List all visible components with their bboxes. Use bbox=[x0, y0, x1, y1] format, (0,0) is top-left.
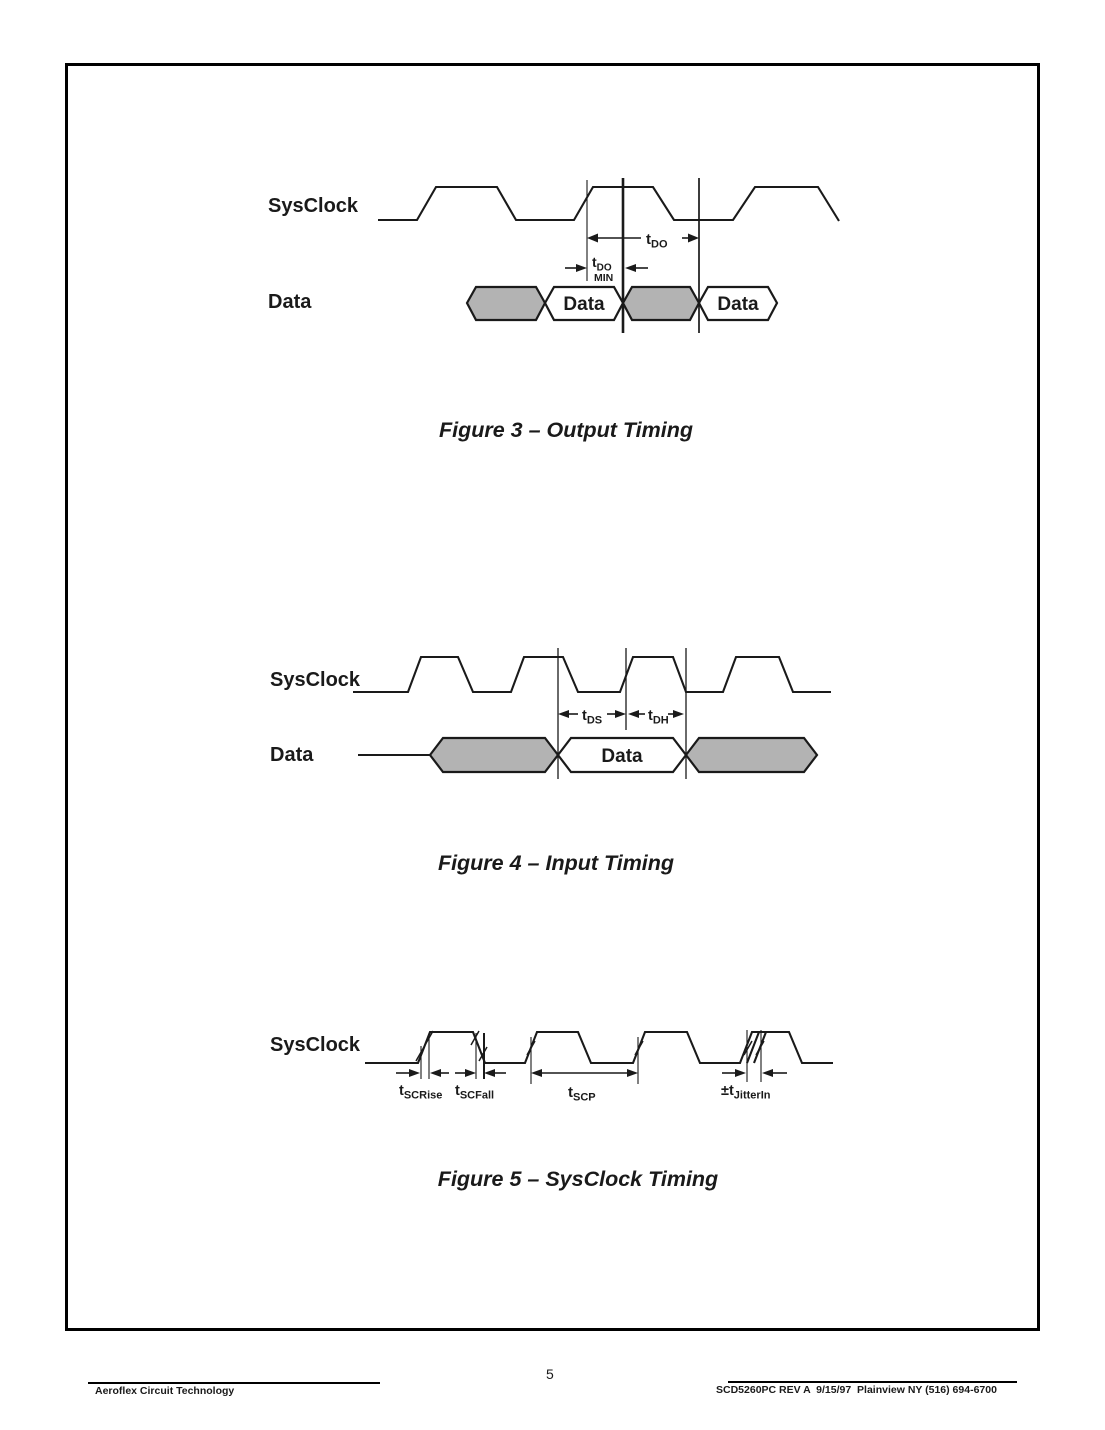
figure3-bus-segment-invalid-2 bbox=[623, 287, 699, 320]
tdh-label: $t_{DH}$ bbox=[648, 708, 669, 727]
jitter-arrowhead-left bbox=[735, 1069, 746, 1077]
tdo-min-arrowhead-right bbox=[625, 264, 636, 272]
tds-arrowhead-left bbox=[558, 710, 569, 718]
figure4-bus-segment-invalid-1 bbox=[430, 738, 558, 772]
footer-rule-left bbox=[88, 1382, 380, 1384]
figure4-tds-dimension bbox=[558, 708, 626, 727]
footer-company-name: Aeroflex Circuit Technology bbox=[95, 1385, 235, 1397]
tscrise-arrowhead-right bbox=[430, 1069, 441, 1077]
tick-rise3-mid bbox=[635, 1041, 643, 1055]
figure5-jitter-dimension bbox=[722, 1069, 787, 1077]
figure5-tscp-dimension bbox=[531, 1069, 638, 1077]
tdo-min-label-line2: MIN bbox=[594, 272, 614, 284]
tds-arrowhead-right bbox=[615, 710, 626, 718]
figure4-bus-segment-invalid-2 bbox=[686, 738, 817, 772]
page-number: 5 bbox=[546, 1366, 554, 1382]
tdo-arrowhead-left bbox=[587, 234, 598, 243]
figure5-diagram bbox=[270, 1030, 833, 1104]
figure5-tscrise-dimension bbox=[396, 1069, 449, 1077]
tscfall-label: $t_{SCFall}$ bbox=[455, 1083, 495, 1102]
figure4-caption: Figure 4 – Input Timing bbox=[437, 851, 675, 875]
tds-label: $t_{DS}$ bbox=[582, 708, 603, 727]
figure4-clock-waveform bbox=[353, 657, 831, 692]
figure3-diagram bbox=[268, 178, 839, 333]
figure3-caption: Figure 3 – Output Timing bbox=[438, 418, 694, 442]
figure4-data-label: Data bbox=[270, 744, 314, 766]
figure3-tdo-min-dimension bbox=[565, 254, 648, 284]
tdo-min-arrowhead-left bbox=[576, 264, 587, 272]
figure3-bus-segment-invalid-1 bbox=[467, 287, 545, 320]
figure3-data-label: Data bbox=[268, 291, 312, 313]
footer-rule-right bbox=[728, 1381, 1017, 1383]
figure5-caption: Figure 5 – SysClock Timing bbox=[437, 1167, 719, 1191]
tscp-arrowhead-right bbox=[627, 1069, 638, 1077]
figure3-tdo-dimension bbox=[587, 231, 699, 251]
figure4-tdh-dimension bbox=[628, 708, 684, 727]
figure4-bus-data-label: Data bbox=[601, 746, 643, 767]
figure5-ref-lines bbox=[421, 1030, 761, 1084]
figure5-tscfall-dimension bbox=[455, 1069, 506, 1077]
tscfall-arrowhead-left bbox=[465, 1069, 476, 1077]
figure3-bus-data-label-2: Data bbox=[717, 294, 759, 315]
figure4-diagram bbox=[270, 648, 831, 779]
tdo-arrowhead-right bbox=[688, 234, 699, 243]
figure3-bus-data-label-1: Data bbox=[563, 294, 605, 315]
figure3-sysclock-label: SysClock bbox=[268, 195, 359, 217]
tscp-label: $t_{SCP}$ bbox=[568, 1084, 596, 1104]
tdh-arrowhead-left bbox=[628, 710, 639, 718]
tjitterin-label: $\pm t_{JitterIn}$ bbox=[721, 1083, 771, 1102]
figure5-edge-ticks bbox=[416, 1031, 764, 1061]
tscfall-arrowhead-right bbox=[484, 1069, 495, 1077]
figure5-clock-waveform bbox=[365, 1032, 833, 1063]
figure3-clock-waveform bbox=[378, 187, 839, 221]
jitter-arrowhead-right bbox=[762, 1069, 773, 1077]
figure4-sysclock-label: SysClock bbox=[270, 669, 361, 691]
figure5-sysclock-label: SysClock bbox=[270, 1034, 361, 1056]
tdo-min-label: $t_{DO}$ bbox=[592, 254, 612, 274]
footer-doc-reference: SCD5260PC REV A 9/15/97 Plainview NY (516) 694-6700 bbox=[716, 1384, 997, 1396]
figure4-data-bus bbox=[358, 738, 817, 772]
tscrise-arrowhead-left bbox=[409, 1069, 420, 1077]
tick-jitter-right bbox=[756, 1041, 764, 1055]
tdh-arrowhead-right bbox=[673, 710, 684, 718]
tscrise-label: $t_{SCRise}$ bbox=[399, 1083, 443, 1102]
tdo-label: $t_{DO}$ bbox=[646, 231, 668, 251]
